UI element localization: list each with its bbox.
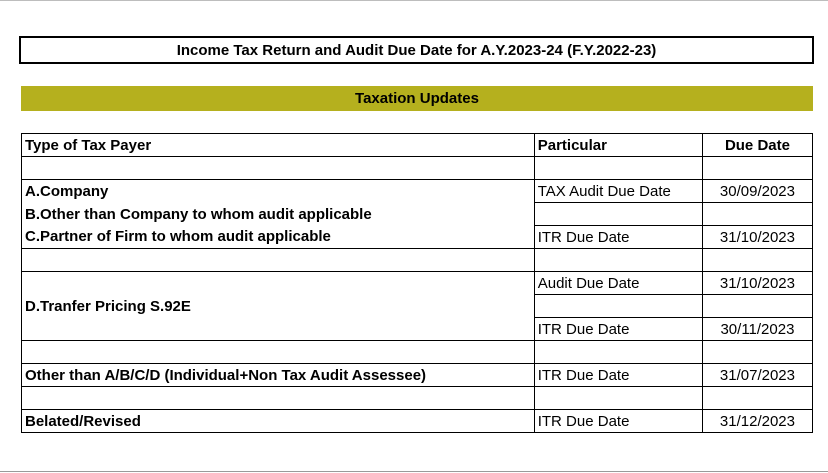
table-row	[22, 226, 813, 249]
due-date-cell: 31/12/2023	[702, 410, 812, 433]
particular-cell: ITR Due Date	[534, 318, 702, 341]
particular-cell: TAX Audit Due Date	[534, 180, 702, 203]
spacer-row	[22, 387, 813, 410]
title-text: Income Tax Return and Audit Due Date for A.Y.2023-24 (F.Y.2022-23)	[176, 41, 657, 59]
payer-partner-of-firm: C.Partner of Firm to whom audit applicable	[22, 226, 535, 249]
document-title	[19, 36, 814, 64]
table-row	[22, 295, 813, 318]
due-date-cell: 31/10/2023	[702, 272, 812, 295]
due-date-cell: 31/10/2023	[702, 226, 812, 249]
table-row	[22, 180, 813, 203]
due-date-cell: 30/09/2023	[702, 180, 812, 203]
table-row	[22, 410, 813, 433]
payer-other-than-company: B.Other than Company to whom audit applicable	[22, 203, 535, 226]
due-date-cell: 30/11/2023	[702, 318, 812, 341]
top-rule	[0, 0, 828, 1]
spacer-row	[22, 157, 813, 180]
due-date-table	[21, 133, 813, 433]
table-row	[22, 364, 813, 387]
payer-other-than-abcd: Other than A/B/C/D (Individual+Non Tax Audit Assessee)	[22, 364, 535, 387]
banner-text: Taxation Updates	[355, 90, 479, 107]
table-header-row	[22, 134, 813, 157]
taxation-updates-banner	[21, 86, 813, 111]
particular-cell: ITR Due Date	[534, 364, 702, 387]
header-particular: Particular	[534, 134, 702, 157]
due-date-cell: 31/07/2023	[702, 364, 812, 387]
particular-cell: ITR Due Date	[534, 226, 702, 249]
header-type-of-tax-payer: Type of Tax Payer	[22, 134, 535, 157]
spacer-row	[22, 249, 813, 272]
table-row	[22, 318, 813, 341]
table-row	[22, 272, 813, 295]
payer-company: A.Company	[22, 180, 535, 203]
particular-cell: Audit Due Date	[534, 272, 702, 295]
particular-cell: ITR Due Date	[534, 410, 702, 433]
spacer-row	[22, 341, 813, 364]
payer-belated-revised: Belated/Revised	[22, 410, 535, 433]
table-row	[22, 203, 813, 226]
bottom-rule	[0, 471, 828, 472]
header-due-date: Due Date	[702, 134, 812, 157]
payer-transfer-pricing: D.Tranfer Pricing S.92E	[22, 295, 535, 318]
